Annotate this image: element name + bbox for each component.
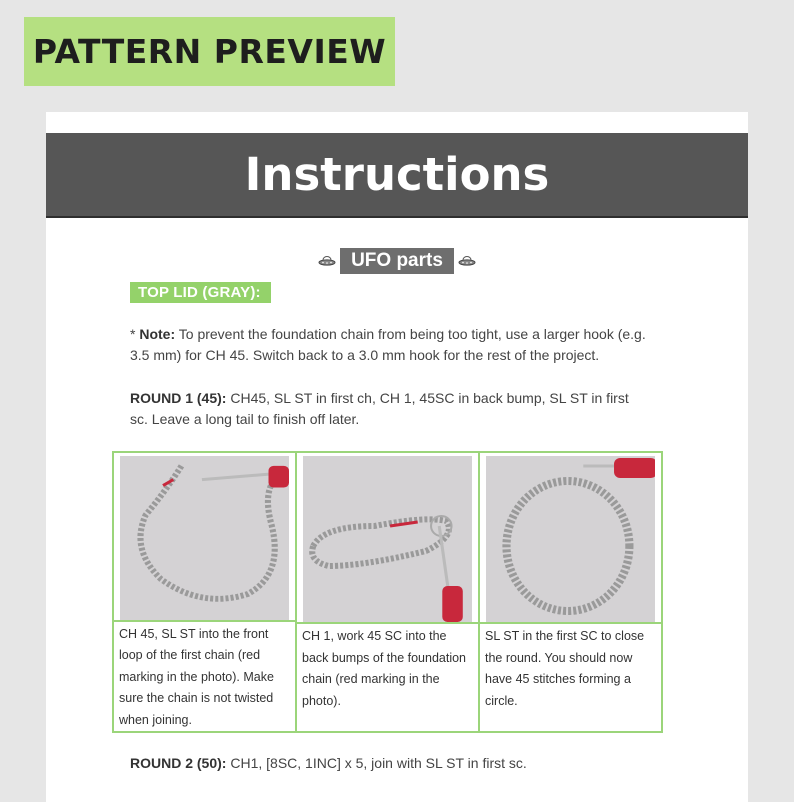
instructions-header: [46, 133, 748, 218]
step-cell: [297, 453, 480, 731]
step-caption: CH 45, SL ST into the front loop of the first chain (red marking in the photo). Make sure the chain is not twisted when joining.: [114, 620, 295, 732]
step-photo: [486, 456, 655, 622]
note-paragraph: * Note: To prevent the foundation chain from being too tight, use a larger hook (e.g. 3.5 mm) for CH 45. Switch back to a 3.0 mm hook for the rest of the project.: [130, 326, 646, 363]
section-title: UFO parts: [340, 248, 454, 274]
section-heading: [46, 248, 748, 274]
steps-table: [112, 451, 663, 733]
banner-label: PATTERN PREVIEW: [32, 32, 387, 71]
instruction-page: [46, 112, 748, 802]
step-caption: SL ST in the first SC to close the round. You should now have 45 stitches forming a circle.: [480, 622, 661, 731]
round2-text: CH1, [8SC, 1INC] x 5, join with SL ST in first sc.: [226, 755, 527, 771]
step-photo: [120, 456, 289, 620]
step-photo: [303, 456, 472, 622]
round1-paragraph: [130, 388, 650, 430]
round2-paragraph: [130, 753, 650, 774]
step-caption: CH 1, work 45 SC into the back bumps of the foundation chain (red marking in the photo).: [297, 622, 478, 731]
pattern-preview-banner: [24, 17, 395, 86]
step-cell: [114, 453, 297, 731]
round2-label: ROUND 2 (50):: [130, 755, 227, 771]
round1-text: CH45, SL ST in first ch, CH 1, 45SC in back bump, SL ST in first sc. Leave a long tail to finish off later.: [130, 390, 629, 427]
ufo-icon: [458, 255, 476, 267]
header-title: Instructions: [244, 148, 550, 201]
note-label: Note:: [139, 326, 176, 342]
step-cell: [480, 453, 661, 731]
top-lid-label: TOP LID (GRAY):: [130, 282, 271, 303]
ufo-icon: [318, 255, 336, 267]
note-text: To prevent the foundation chain from being too tight, use a larger hook (e.g. 3.5 mm) for CH 45. Switch back to a 3.0 mm hook for the rest of the project.: [130, 326, 646, 363]
round1-label: ROUND 1 (45):: [130, 390, 227, 406]
